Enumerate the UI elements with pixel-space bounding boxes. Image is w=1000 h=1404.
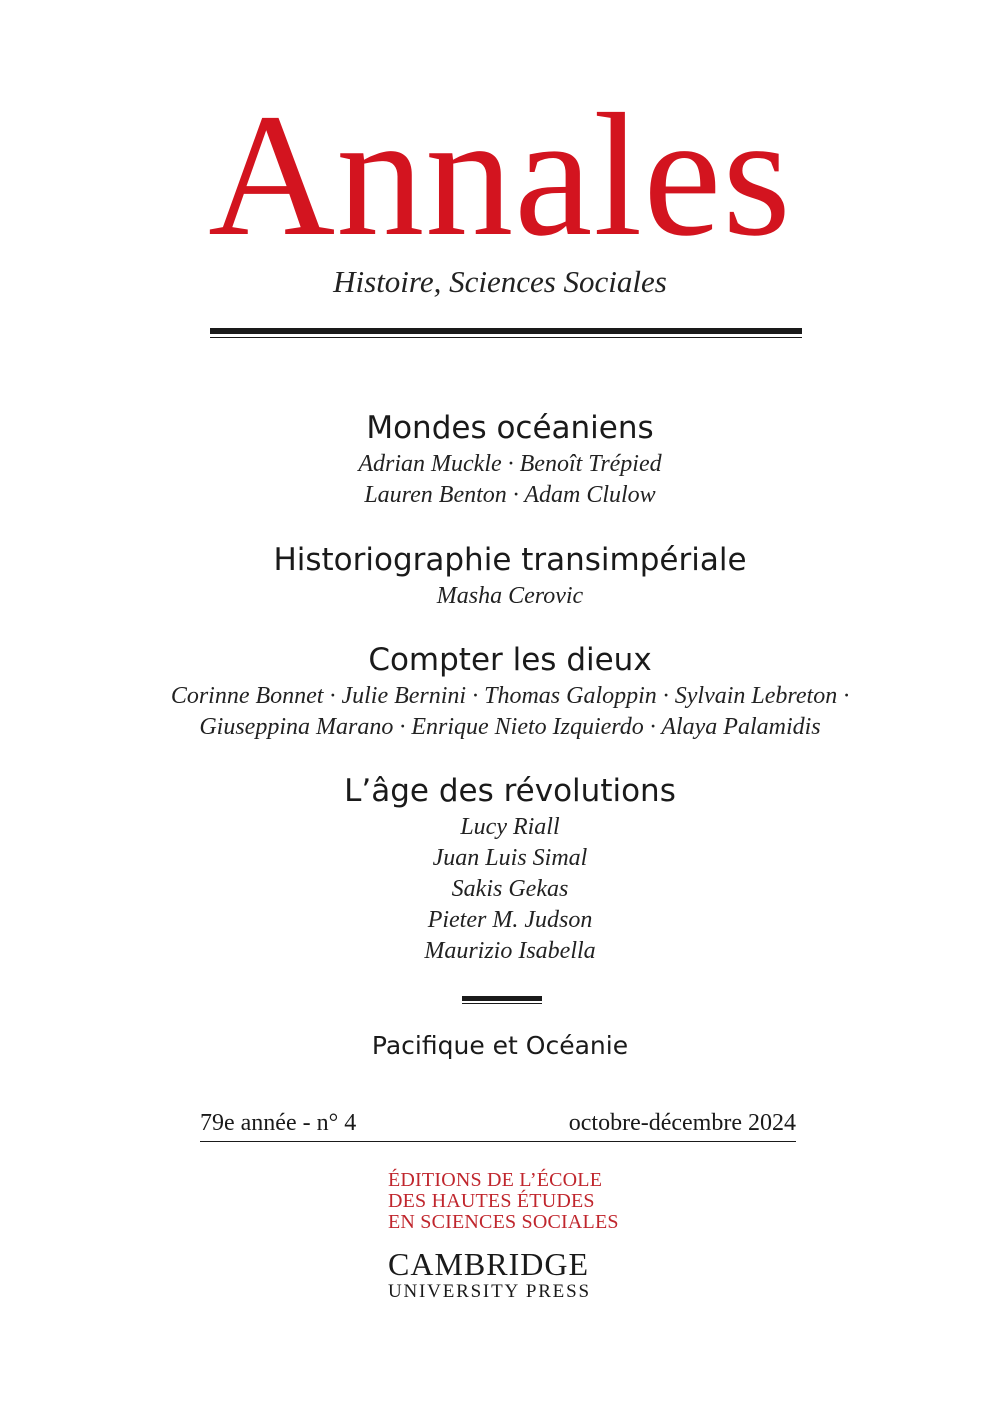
ehess-line: EN SCIENCES SOCIALES xyxy=(388,1211,619,1233)
divider-rule xyxy=(462,996,542,1001)
journal-subtitle: Histoire, Sciences Sociales xyxy=(333,264,667,299)
author-line: Maurizio Isabella xyxy=(424,938,596,964)
cambridge-publisher-logo xyxy=(388,1246,628,1302)
title-rule xyxy=(210,328,802,334)
divider-rule-thin xyxy=(462,1003,542,1004)
section-title: Compter les dieux xyxy=(368,642,652,678)
ehess-line: DES HAUTES ÉTUDES xyxy=(388,1190,595,1212)
author-line: Corinne Bonnet · Julie Bernini · Thomas Galoppin · Sylvain Lebreton · xyxy=(170,683,850,709)
section-compter-les-dieux xyxy=(100,639,920,743)
cup-name: CAMBRIDGE xyxy=(388,1246,590,1282)
author-line: Sakis Gekas xyxy=(451,876,569,902)
cup-subname: UNIVERSITY PRESS xyxy=(388,1281,591,1302)
author-line: Giuseppina Marano · Enrique Nieto Izquierdo · Alaya Palamidis xyxy=(199,714,821,740)
issue-theme: Pacifique et Océanie xyxy=(371,1031,629,1060)
issue-info xyxy=(200,1108,796,1138)
title-rule-thin xyxy=(210,337,802,338)
author-line: Pieter M. Judson xyxy=(427,907,593,933)
issue-number: 79e année - n° 4 xyxy=(200,1110,357,1136)
author-line: Adrian Muckle · Benoît Trépied xyxy=(358,451,662,477)
issue-period: octobre-décembre 2024 xyxy=(568,1110,796,1136)
author-line: Lucy Riall xyxy=(460,814,560,840)
ehess-line: ÉDITIONS DE L’ÉCOLE xyxy=(388,1169,603,1191)
section-mondes-oceaniens xyxy=(100,407,920,511)
author-line: Juan Luis Simal xyxy=(432,845,588,871)
issue-rule xyxy=(200,1141,796,1142)
section-historiographie xyxy=(100,539,920,612)
section-title: Historiographie transimpériale xyxy=(273,542,747,578)
section-title: Mondes océaniens xyxy=(366,410,654,446)
section-age-des-revolutions xyxy=(100,770,920,967)
section-title: L’âge des révolutions xyxy=(344,773,676,809)
author-line: Masha Cerovic xyxy=(436,583,584,609)
journal-title: Annales xyxy=(208,78,792,273)
ehess-publisher-logo xyxy=(388,1170,628,1233)
author-line: Lauren Benton · Adam Clulow xyxy=(364,482,656,508)
